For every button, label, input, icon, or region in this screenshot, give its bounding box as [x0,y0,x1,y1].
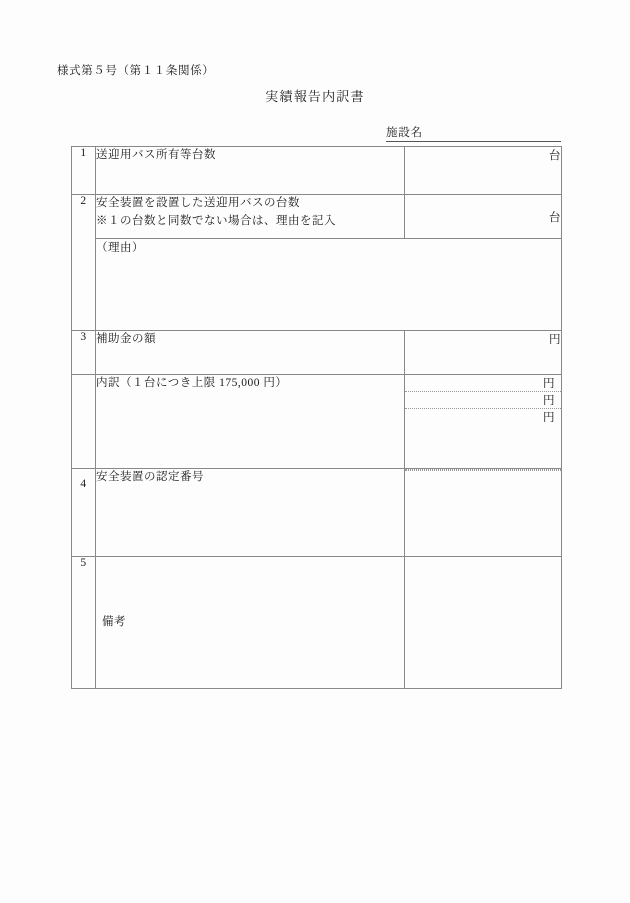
unit-label: 台 [549,211,561,224]
form-code: 様式第５号（第１１条関係） [57,65,215,77]
table-row [72,239,562,331]
row-label-5 [96,557,405,689]
breakdown-amount-2[interactable] [405,391,561,408]
row-label-text-line1: 安全装置を設置した送迎用バスの台数 [96,197,300,209]
reason-input-area[interactable] [96,239,562,331]
report-breakdown-table [71,146,562,689]
row-label-2 [96,195,405,239]
row-label-text-line2: ※１の台数と同数でない場合は、理由を記入 [96,214,336,227]
table-row [72,331,562,375]
row-number-3: 3 [72,331,96,375]
row-label-text: 備考 [102,615,126,628]
table-row [72,557,562,689]
unit-label: 円 [543,395,555,407]
row-number-4: 4 [72,469,96,557]
reason-label: （理由） [96,242,144,254]
row-label-text: 安全装置の認定番号 [96,471,204,483]
row-label-text: 送迎用バス所有等台数 [96,149,216,161]
row-label-text: 補助金の額 [96,333,156,345]
row-number-2: 2 [72,195,96,331]
row-label-text: 内訳（１台につき上限 175,000 円） [96,377,288,389]
row-value-4 [405,469,562,557]
row-label-1 [96,147,405,195]
facility-name-label: 施設名 [386,127,423,139]
row-number-1: 1 [72,147,96,195]
row-value-3[interactable] [405,331,562,375]
unit-label: 円 [543,378,555,390]
subcell-group [405,469,561,471]
row-value-breakdown [405,375,562,469]
row-number-breakdown [72,375,96,469]
row-label-3 [96,331,405,375]
row-value-2[interactable] [405,195,562,239]
unit-label: 台 [549,150,561,162]
table-row [72,147,562,195]
unit-label: 円 [549,334,561,346]
row-number-5: 5 [72,557,96,689]
unit-label: 円 [543,412,555,424]
approval-number-3[interactable] [405,470,561,471]
row-value-5[interactable] [405,557,562,689]
breakdown-amount-1[interactable] [405,375,561,391]
breakdown-amount-3[interactable] [405,408,561,425]
table-row [72,375,562,469]
table-row [72,195,562,239]
row-value-1[interactable] [405,147,562,195]
table-row [72,469,562,557]
row-label-4 [96,469,405,557]
facility-name-field[interactable] [386,124,561,142]
page-title: 実績報告内訳書 [265,89,365,104]
subcell-group [405,375,561,425]
row-label-breakdown [96,375,405,469]
